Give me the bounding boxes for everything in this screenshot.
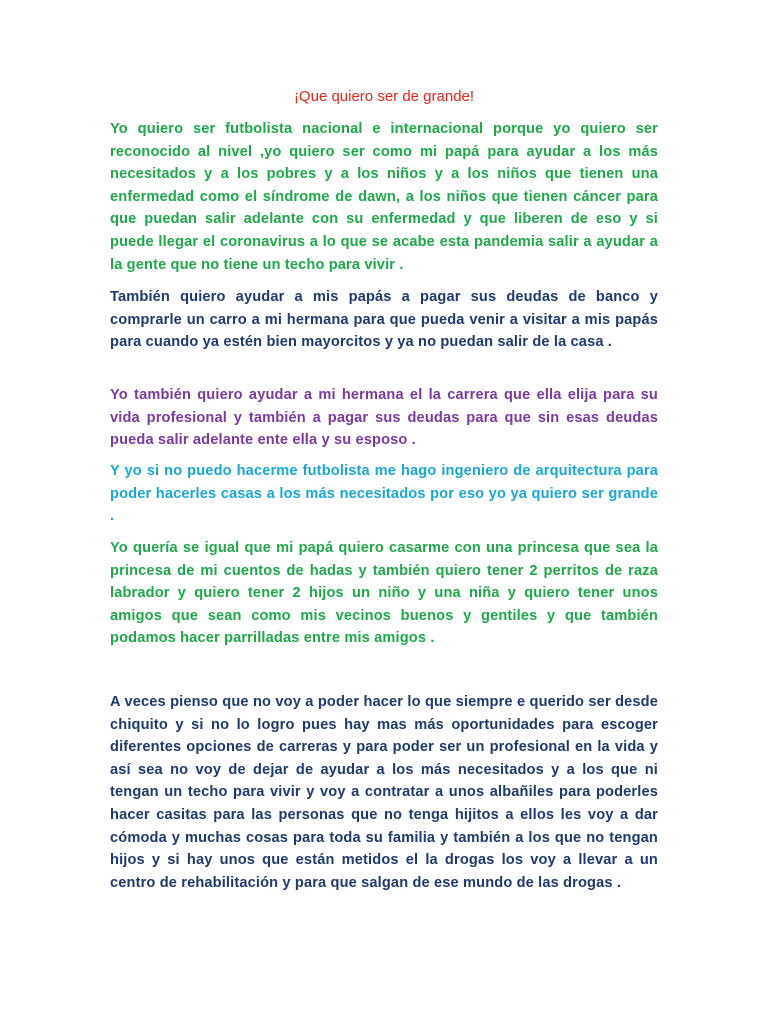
paragraph-princesa: Yo quería se igual que mi papá quiero casarme con una princesa que sea la princesa de mi cuentos de hadas y también quiero tener 2 perritos de raza labrador y quiero tener 2 hijos un niño y una niña y quiero tener unos amigos que sean como mis vecinos buenos y gentiles y que también podamos hacer parrilladas entre mis amigos . [110, 540, 658, 647]
paragraph-a-veces: A veces pienso que no voy a poder hacer lo que siempre e querido ser desde chiquito y si no lo logro pues hay mas más oportunidades para escoger diferentes opciones de carreras y para poder ser un profesional en la vida y así sea no voy de dejar de ayudar a los más necesitados y a los que ni tengan un techo para vivir y voy a contratar a unos albañiles para poderles hacer casitas para las personas que no tenga hijitos a ellos les voy a dar cómoda y muchas cosas para toda su familia y también a los que no tengan hijos y si hay unos que están metidos el la drogas los voy a llevar a un centro de rehabilitación y para que salgan de ese mundo de las drogas . [110, 694, 658, 891]
paragraph-papas: También quiero ayudar a mis papás a pagar sus deudas de banco y comprarle un carro a mi hermana para que pueda venir a visitar a mis papás para cuando ya estén bien mayorcitos y ya no puedan salir de la casa . [110, 289, 658, 351]
paragraph-hermana: Yo también quiero ayudar a mi hermana el la carrera que ella elija para su vida profesional y también a pagar sus deudas para que sin esas deudas pueda salir adelante ente ella y su esposo . [110, 387, 658, 449]
document-title: ¡Que quiero ser de grande! [293, 88, 475, 105]
paragraph-ingeniero: Y yo si no puedo hacerme futbolista me hago ingeniero de arquitectura para poder hacerles casas a los más necesitados por eso yo ya quiero ser grande . [110, 463, 658, 525]
paragraph-futbolista: Yo quiero ser futbolista nacional e internacional porque yo quiero ser reconocido al nivel ,yo quiero ser como mi papá para ayudar a los más necesitados y a los pobres y a los niños y a los niños que tienen una enfermedad como el síndrome de dawn, a los niños que tienen cáncer para que puedan salir adelante con su enfermedad y que liberen de eso y si puede llegar el coronavirus a lo que se acabe esta pandemia salir a ayudar a la gente que no tiene un techo para vivir . [110, 121, 658, 273]
